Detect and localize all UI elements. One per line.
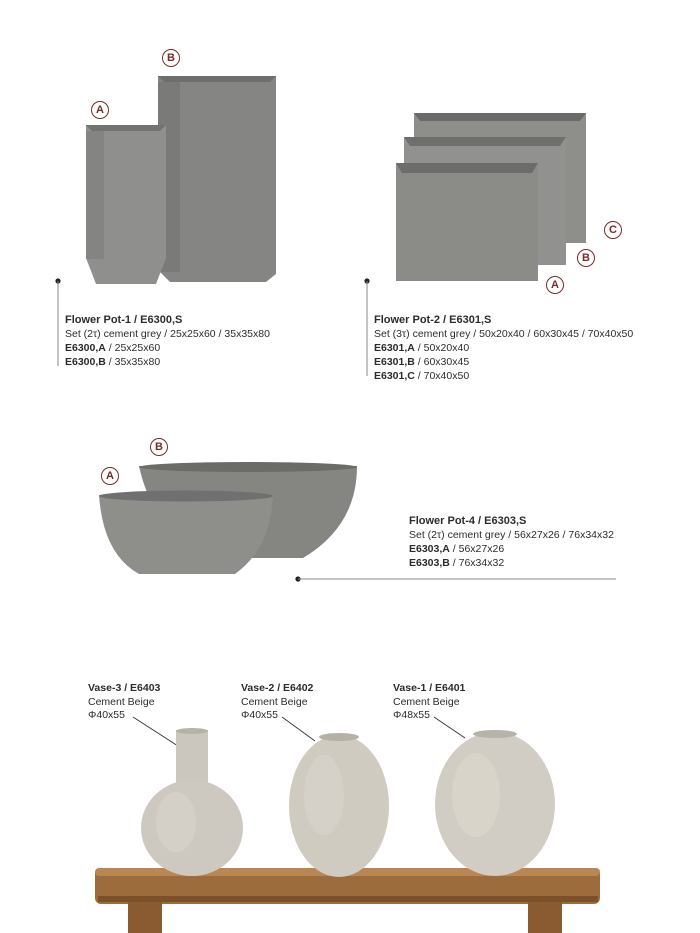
spec-pot1-title: Flower Pot-1 / E6300,S [65,314,183,326]
vase-1-leader [434,717,465,738]
divider-pot2 [364,278,370,378]
spec-pot1-item-a: E6300,A / 25x25x60 [65,342,161,354]
flower-pot-2-image [390,105,600,290]
spec-pot2 [374,313,633,383]
spec-pot4 [409,514,614,570]
spec-pot1-set: Set (2τ) cement grey / 25x25x60 / 35x35x80 [65,328,270,340]
vase-3-leader [133,717,178,746]
vase-1-image [435,730,555,876]
flower-pot-1-image [80,70,280,290]
spec-pot2-item-b: E6301,B / 60x30x45 [374,356,470,368]
vase-2-color: Cement Beige [241,695,308,708]
divider-pot1 [55,278,61,368]
vase-2-size: Φ40x55 [241,709,278,721]
wooden-bench [95,868,600,933]
spec-pot2-item-a: E6301,A / 50x20x40 [374,342,470,354]
spec-pot2-item-c: E6301,C / 70x40x50 [374,370,470,382]
spec-pot4-title: Flower Pot-4 / E6303,S [409,515,527,527]
vase-1-title: Vase-1 / E6401 [393,682,466,694]
spec-pot2-title: Flower Pot-2 / E6301,S [374,314,492,326]
vase-1-size: Φ48x55 [393,709,430,721]
vase-3-color: Cement Beige [88,695,155,708]
spec-pot2-set: Set (3τ) cement grey / 50x20x40 / 60x30x45 / 70x40x50 [374,328,634,340]
vase-3-title: Vase-3 / E6403 [88,682,161,694]
badge-pot2-a: A [546,276,564,294]
vase-1-color: Cement Beige [393,695,460,708]
flower-pot-4-image [95,458,365,583]
vase-2-image [289,733,389,877]
spec-pot1-item-b: E6300,B / 35x35x80 [65,356,161,368]
spec-pot4-set: Set (2τ) cement grey / 56x27x26 / 76x34x32 [409,529,614,541]
vase-3-image [141,728,243,876]
spec-pot1 [65,313,270,369]
spec-pot4-item-a: E6303,A / 56x27x26 [409,543,505,555]
badge-pot4-b: B [150,438,168,456]
badge-pot2-b: B [577,249,595,267]
vase-3-size: Φ40x55 [88,709,125,721]
vase-2-leader [282,717,315,741]
vase-scene [0,700,700,933]
vase-2-title: Vase-2 / E6402 [241,682,314,694]
badge-pot1-a: A [91,101,109,119]
spec-pot4-item-b: E6303,B / 76x34x32 [409,557,505,569]
badge-pot4-a: A [101,467,119,485]
divider-pot4 [294,575,619,583]
badge-pot2-c: C [604,221,622,239]
badge-pot1-b: B [162,49,180,67]
